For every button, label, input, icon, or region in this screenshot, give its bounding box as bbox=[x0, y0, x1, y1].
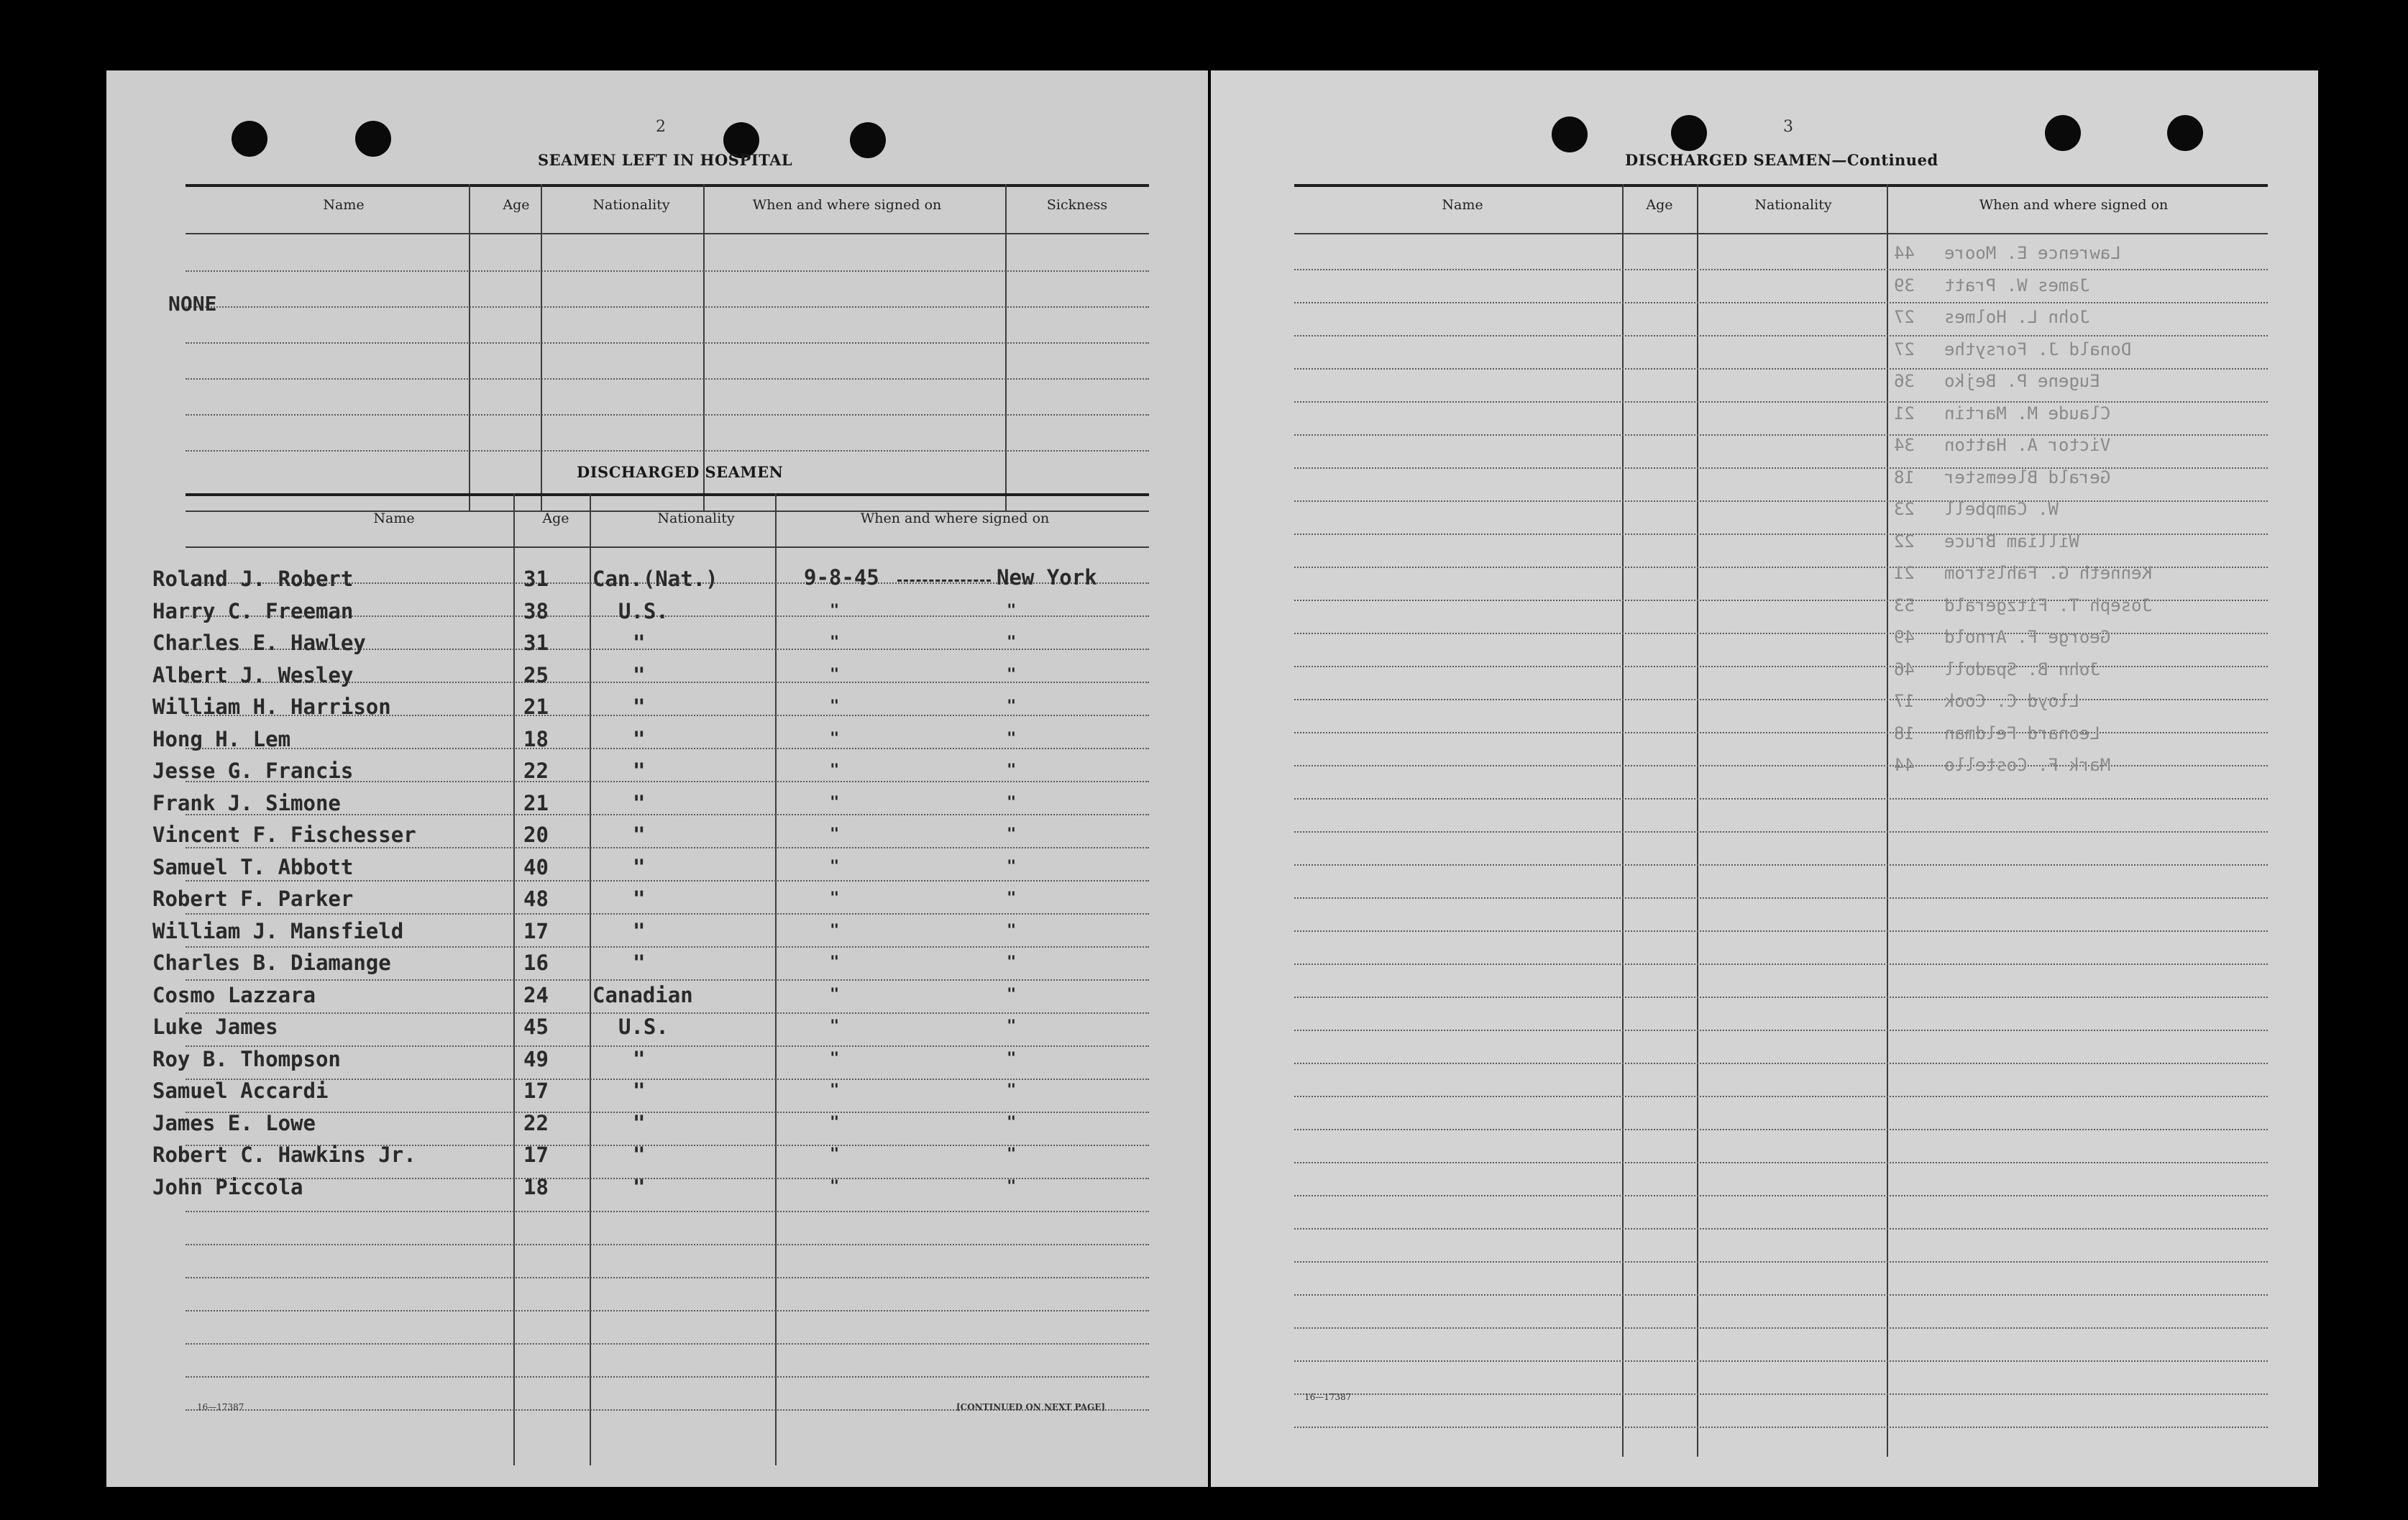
bleedthrough-age: 39 bbox=[1894, 275, 1915, 296]
row-rule bbox=[1294, 1294, 2268, 1296]
row-rule bbox=[186, 880, 1149, 882]
seaman-age: 18 bbox=[523, 1174, 549, 1199]
seaman-nationality: " bbox=[633, 631, 646, 655]
punch-hole bbox=[232, 121, 267, 157]
seaman-nationality: " bbox=[633, 1079, 646, 1103]
seaman-nationality: " bbox=[633, 1046, 646, 1071]
place-ditto-mark: " bbox=[1007, 1113, 1017, 1132]
seaman-age: 31 bbox=[523, 567, 549, 591]
seaman-name: Robert C. Hawkins Jr. bbox=[152, 1143, 416, 1167]
bleedthrough-name: Leonard Feldman bbox=[1944, 723, 2100, 743]
row-rule bbox=[1294, 335, 2268, 336]
seaman-age: 17 bbox=[523, 918, 549, 943]
bleedthrough-age: 22 bbox=[1894, 531, 1915, 551]
seaman-name: Charles E. Hawley bbox=[152, 631, 366, 655]
date-dash-line bbox=[897, 580, 991, 582]
place-ditto-mark: " bbox=[1007, 761, 1017, 779]
seaman-nationality: " bbox=[633, 1174, 646, 1199]
row-rule bbox=[186, 1012, 1149, 1014]
date-ditto-mark: " bbox=[830, 921, 840, 940]
row-rule bbox=[1294, 864, 2268, 866]
seaman-nationality: " bbox=[633, 951, 646, 975]
seaman-age: 21 bbox=[523, 790, 549, 815]
row-rule bbox=[1294, 1129, 2268, 1130]
place-ditto-mark: " bbox=[1007, 1049, 1017, 1068]
place-ditto-mark: " bbox=[1007, 665, 1017, 684]
row-rule bbox=[1294, 467, 2268, 469]
place-ditto-mark: " bbox=[1007, 793, 1017, 812]
row-rule bbox=[186, 1277, 1149, 1278]
date-ditto-mark: " bbox=[830, 729, 840, 748]
seaman-name: Samuel Accardi bbox=[152, 1079, 329, 1103]
row-rule bbox=[1294, 765, 2268, 766]
row-rule bbox=[1294, 1063, 2268, 1064]
date-ditto-mark: " bbox=[830, 1049, 840, 1068]
punch-hole bbox=[850, 122, 886, 158]
place-ditto-mark: " bbox=[1007, 697, 1017, 715]
seaman-name: John Piccola bbox=[152, 1174, 303, 1199]
bleedthrough-age: 53 bbox=[1894, 595, 1915, 615]
bleedthrough-name: Gerald Bleemster bbox=[1944, 467, 2111, 487]
row-rule bbox=[1294, 1427, 2268, 1428]
discharged-section-title: DISCHARGED SEAMEN bbox=[577, 463, 784, 481]
seaman-nationality: " bbox=[633, 759, 646, 783]
seaman-nationality: " bbox=[633, 823, 646, 847]
place-ditto-mark: " bbox=[1007, 953, 1017, 971]
bleedthrough-name: John L. Holmes bbox=[1944, 307, 2090, 327]
seaman-name: William J. Mansfield bbox=[152, 918, 404, 943]
bleedthrough-name: Claude M. Martin bbox=[1944, 403, 2111, 424]
seaman-nationality: " bbox=[633, 1143, 646, 1167]
row-rule bbox=[1294, 1030, 2268, 1031]
bleedthrough-age: 18 bbox=[1894, 467, 1915, 487]
seaman-age: 38 bbox=[523, 598, 549, 623]
seaman-age: 24 bbox=[523, 982, 549, 1007]
seaman-name: Samuel T. Abbott bbox=[152, 854, 354, 879]
col-header-nationality: Nationality bbox=[1754, 197, 1832, 213]
bleedthrough-age: 46 bbox=[1894, 659, 1915, 679]
seaman-nationality: Canadian bbox=[592, 982, 693, 1007]
seaman-age: 22 bbox=[523, 1110, 549, 1135]
date-ditto-mark: " bbox=[830, 1081, 840, 1099]
date-ditto-mark: " bbox=[830, 601, 840, 620]
right-page bbox=[1211, 70, 2318, 1487]
row-rule bbox=[1294, 1096, 2268, 1097]
col-header-nationality: Nationality bbox=[592, 197, 670, 213]
row-rule bbox=[1294, 269, 2268, 270]
seaman-name: Frank J. Simone bbox=[152, 790, 341, 815]
row-rule bbox=[1294, 1327, 2268, 1329]
form-number: 16—17387 bbox=[197, 1402, 244, 1412]
col-header-sickness: Sickness bbox=[1046, 197, 1108, 213]
seaman-age: 40 bbox=[523, 854, 549, 879]
place-ditto-mark: " bbox=[1007, 1177, 1017, 1196]
col-header-name: Name bbox=[1442, 197, 1483, 213]
date-ditto-mark: " bbox=[830, 665, 840, 684]
bleedthrough-name: William Bruce bbox=[1944, 531, 2079, 551]
place-ditto-mark: " bbox=[1007, 1017, 1017, 1035]
seaman-age: 17 bbox=[523, 1079, 549, 1103]
form-number: 16—17387 bbox=[1304, 1392, 1352, 1402]
seaman-name: Harry C. Freeman bbox=[152, 598, 354, 623]
signed-on-date: 9-8-45 bbox=[804, 565, 879, 590]
row-rule bbox=[1294, 1162, 2268, 1163]
place-ditto-mark: " bbox=[1007, 601, 1017, 620]
place-ditto-mark: " bbox=[1007, 857, 1017, 876]
row-rule bbox=[1294, 831, 2268, 833]
row-rule bbox=[186, 1376, 1149, 1378]
row-rule bbox=[1294, 1360, 2268, 1362]
seaman-age: 18 bbox=[523, 726, 549, 751]
seaman-name: Cosmo Lazzara bbox=[152, 982, 316, 1007]
bleedthrough-name: Joseph T. Fitzgerald bbox=[1944, 595, 2152, 615]
col-header-signed-on: When and where signed on bbox=[1979, 197, 2169, 213]
row-rule bbox=[186, 1211, 1149, 1212]
seaman-nationality: " bbox=[633, 854, 646, 879]
row-rule bbox=[1294, 930, 2268, 932]
row-rule bbox=[1294, 997, 2268, 998]
col-header-nationality: Nationality bbox=[657, 511, 735, 526]
bleedthrough-name: James W. Pratt bbox=[1944, 275, 2090, 296]
row-rule bbox=[1294, 699, 2268, 700]
row-rule bbox=[186, 913, 1149, 915]
continued-section-title: DISCHARGED SEAMEN—Continued bbox=[1625, 151, 1938, 169]
date-ditto-mark: " bbox=[830, 985, 840, 1004]
seaman-name: Charles B. Diamange bbox=[152, 951, 391, 975]
date-ditto-mark: " bbox=[830, 1017, 840, 1035]
seaman-name: Roland J. Robert bbox=[152, 567, 354, 591]
punch-hole bbox=[1552, 116, 1588, 152]
row-rule bbox=[1294, 897, 2268, 899]
seaman-nationality: Can.(Nat.) bbox=[592, 567, 718, 591]
row-rule bbox=[1294, 963, 2268, 965]
row-rule bbox=[186, 1310, 1149, 1311]
row-rule bbox=[186, 1079, 1149, 1080]
seaman-age: 48 bbox=[523, 887, 549, 911]
seaman-name: Albert J. Wesley bbox=[152, 662, 354, 687]
date-ditto-mark: " bbox=[830, 697, 840, 715]
seaman-nationality: U.S. bbox=[618, 598, 669, 623]
row-rule bbox=[1294, 302, 2268, 303]
row-rule bbox=[1294, 434, 2268, 436]
seaman-nationality: " bbox=[633, 790, 646, 815]
seaman-nationality: " bbox=[633, 662, 646, 687]
place-ditto-mark: " bbox=[1007, 729, 1017, 748]
row-rule bbox=[1294, 401, 2268, 403]
punch-hole bbox=[2045, 115, 2081, 151]
row-rule bbox=[1294, 633, 2268, 634]
seaman-nationality: U.S. bbox=[618, 1015, 669, 1039]
row-rule bbox=[1294, 534, 2268, 535]
continued-note: [CONTINUED ON NEXT PAGE] bbox=[956, 1402, 1106, 1412]
bleedthrough-age: 18 bbox=[1894, 723, 1915, 743]
seaman-nationality: " bbox=[633, 918, 646, 943]
col-header-name: Name bbox=[373, 511, 415, 526]
seaman-age: 21 bbox=[523, 695, 549, 719]
row-rule bbox=[1294, 500, 2268, 502]
bleedthrough-age: 27 bbox=[1894, 339, 1915, 360]
hospital-section-title: SEAMEN LEFT IN HOSPITAL bbox=[538, 151, 793, 169]
seaman-name: Robert F. Parker bbox=[152, 887, 354, 911]
date-ditto-mark: " bbox=[830, 1177, 840, 1196]
row-rule bbox=[186, 946, 1149, 948]
bleedthrough-age: 34 bbox=[1894, 435, 1915, 455]
bleedthrough-name: Mark F. Costello bbox=[1944, 755, 2111, 775]
place-ditto-mark: " bbox=[1007, 633, 1017, 651]
col-header-signed-on: When and where signed on bbox=[860, 511, 1050, 526]
bleedthrough-age: 44 bbox=[1894, 755, 1915, 775]
place-ditto-mark: " bbox=[1007, 889, 1017, 907]
col-header-signed-on: When and where signed on bbox=[752, 197, 942, 213]
punch-hole bbox=[355, 121, 391, 157]
seaman-age: 22 bbox=[523, 759, 549, 783]
page-number: 3 bbox=[1783, 118, 1793, 136]
row-rule bbox=[1294, 1393, 2268, 1395]
place-ditto-mark: " bbox=[1007, 825, 1017, 843]
bleedthrough-age: 36 bbox=[1894, 371, 1915, 391]
seaman-name: Luke James bbox=[152, 1015, 278, 1039]
row-rule bbox=[186, 1178, 1149, 1179]
seaman-nationality: " bbox=[633, 887, 646, 911]
bleedthrough-name: Donald J. Forsythe bbox=[1944, 339, 2132, 360]
bleedthrough-name: John B. Spadoll bbox=[1944, 659, 2100, 679]
date-ditto-mark: " bbox=[830, 761, 840, 779]
date-ditto-mark: " bbox=[830, 793, 840, 812]
seaman-name: Vincent F. Fischesser bbox=[152, 823, 416, 847]
punch-hole bbox=[2167, 115, 2203, 151]
bleedthrough-name: W. Campbell bbox=[1944, 499, 2059, 519]
date-ditto-mark: " bbox=[830, 1113, 840, 1132]
seaman-age: 25 bbox=[523, 662, 549, 687]
seaman-age: 31 bbox=[523, 631, 549, 655]
bleedthrough-name: Victor A. Hatton bbox=[1944, 435, 2111, 455]
bleedthrough-age: 17 bbox=[1894, 691, 1915, 711]
bleedthrough-age: 27 bbox=[1894, 307, 1915, 327]
punch-hole bbox=[1671, 115, 1707, 151]
bleedthrough-name: George F. Arnold bbox=[1944, 627, 2111, 647]
date-ditto-mark: " bbox=[830, 857, 840, 876]
seaman-age: 45 bbox=[523, 1015, 549, 1039]
col-header-name: Name bbox=[323, 197, 365, 213]
bleedthrough-name: Lawrence E. Moore bbox=[1944, 243, 2121, 263]
row-rule bbox=[1294, 732, 2268, 733]
left-page bbox=[106, 70, 1208, 1487]
seaman-nationality: " bbox=[633, 726, 646, 751]
bleedthrough-name: Kenneth G. Fahlstrom bbox=[1944, 563, 2152, 583]
seaman-name: Hong H. Lem bbox=[152, 726, 291, 751]
date-ditto-mark: " bbox=[830, 633, 840, 651]
row-rule bbox=[1294, 368, 2268, 370]
row-rule bbox=[1294, 666, 2268, 667]
place-ditto-mark: " bbox=[1007, 1145, 1017, 1163]
seaman-age: 49 bbox=[523, 1046, 549, 1071]
row-rule bbox=[1294, 798, 2268, 800]
signed-on-place: New York bbox=[997, 565, 1097, 590]
place-ditto-mark: " bbox=[1007, 985, 1017, 1004]
date-ditto-mark: " bbox=[830, 825, 840, 843]
seaman-name: Jesse G. Francis bbox=[152, 759, 354, 783]
row-rule bbox=[186, 748, 1149, 749]
bleedthrough-age: 49 bbox=[1894, 627, 1915, 647]
seaman-age: 20 bbox=[523, 823, 549, 847]
seaman-name: Roy B. Thompson bbox=[152, 1046, 341, 1071]
place-ditto-mark: " bbox=[1007, 1081, 1017, 1099]
date-ditto-mark: " bbox=[830, 953, 840, 971]
date-ditto-mark: " bbox=[830, 889, 840, 907]
seaman-name: James E. Lowe bbox=[152, 1110, 316, 1135]
col-header-age: Age bbox=[503, 197, 530, 213]
bleedthrough-name: Eugene P. Bejko bbox=[1944, 371, 2100, 391]
place-ditto-mark: " bbox=[1007, 921, 1017, 940]
row-rule bbox=[186, 1343, 1149, 1345]
date-ditto-mark: " bbox=[830, 1145, 840, 1163]
row-rule bbox=[186, 847, 1149, 848]
bleedthrough-name: Lloyd C. Cook bbox=[1944, 691, 2079, 711]
seaman-nationality: " bbox=[633, 695, 646, 719]
bleedthrough-age: 23 bbox=[1894, 499, 1915, 519]
seaman-nationality: " bbox=[633, 1110, 646, 1135]
col-header-age: Age bbox=[1646, 197, 1673, 213]
row-rule bbox=[1294, 1228, 2268, 1230]
row-rule bbox=[186, 1244, 1149, 1245]
seaman-age: 16 bbox=[523, 951, 549, 975]
seaman-name: William H. Harrison bbox=[152, 695, 391, 719]
row-rule bbox=[186, 1112, 1149, 1113]
bleedthrough-age: 21 bbox=[1894, 403, 1915, 424]
seaman-age: 17 bbox=[523, 1143, 549, 1167]
col-header-age: Age bbox=[542, 511, 569, 526]
row-rule bbox=[1294, 1261, 2268, 1263]
page-number: 2 bbox=[656, 118, 666, 136]
row-rule bbox=[186, 979, 1149, 981]
bleedthrough-age: 44 bbox=[1894, 243, 1915, 263]
row-rule bbox=[1294, 1195, 2268, 1196]
bleedthrough-age: 21 bbox=[1894, 563, 1915, 583]
hospital-entry-none: NONE bbox=[168, 292, 217, 316]
